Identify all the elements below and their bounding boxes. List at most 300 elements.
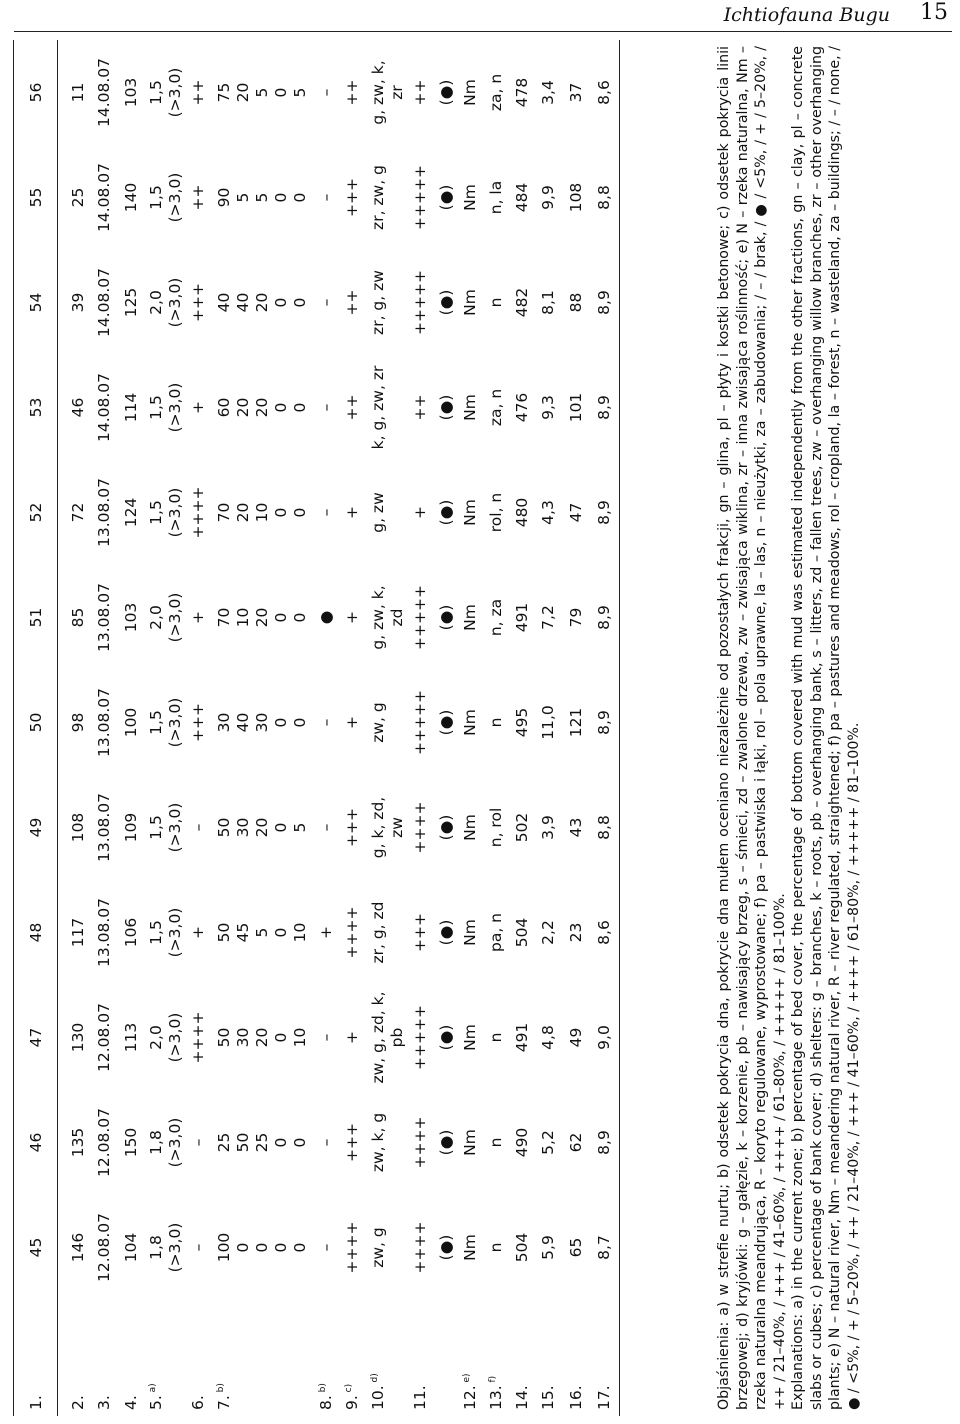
table-cell: [189, 985, 213, 1090]
cell-line: Nm: [461, 289, 479, 316]
table-cell: [595, 355, 619, 460]
cell-line: 3,4: [539, 80, 557, 105]
cell-line: ++++: [411, 1221, 429, 1274]
table-cell: [317, 145, 341, 250]
cell-line: 25: [215, 1132, 233, 1153]
table-cell: [487, 1195, 511, 1300]
table-cell: [437, 1090, 461, 1195]
cell-line: 10: [291, 922, 309, 943]
table-cell: [215, 1090, 315, 1195]
cell-line: 2,2: [539, 920, 557, 945]
cell-line: 482: [513, 287, 531, 318]
cell-line: g, zw, k,: [369, 585, 387, 650]
cell-line: 108: [567, 182, 585, 213]
row-number: 5.: [147, 1395, 165, 1410]
table-cell: [95, 880, 119, 985]
cell-line: n: [487, 1137, 505, 1148]
cell-line: 8,1: [539, 290, 557, 315]
cell-line: 125: [122, 287, 140, 318]
row-label: [567, 1300, 591, 1416]
cell-line: 10: [291, 1027, 309, 1048]
row-number: 8.: [317, 1395, 335, 1410]
table-cell: [343, 460, 367, 565]
cell-line: Nm: [461, 1129, 479, 1156]
cell-line: 8,7: [595, 1235, 613, 1260]
cell-line: 0: [234, 1242, 252, 1253]
table-cell: [487, 250, 511, 355]
cell-line: 85: [69, 607, 87, 628]
cell-line: ++: [343, 394, 361, 421]
table-cell: [369, 460, 409, 565]
row-footnote-mark: e): [461, 1373, 472, 1386]
table-cell: [567, 40, 591, 145]
table-cell: [411, 355, 435, 460]
cell-line: +: [411, 506, 429, 519]
cell-line: 117: [69, 917, 87, 948]
table-rule: [13, 40, 14, 1416]
table-cell: [122, 250, 146, 355]
table-cell: [513, 880, 537, 985]
cell-line: 8,9: [595, 605, 613, 630]
row-number: 11.: [411, 1385, 429, 1410]
table-row: [487, 40, 511, 1416]
table-cell: [189, 880, 213, 985]
row-number: 4.: [122, 1395, 140, 1410]
row-number: 10.: [369, 1385, 387, 1410]
table-row: [69, 40, 93, 1416]
cell-line: 5: [253, 192, 271, 203]
cell-line: +: [343, 716, 361, 729]
cell-line: zw, g, zd, k,: [369, 991, 387, 1084]
table-cell: [513, 775, 537, 880]
table-cell: [461, 460, 485, 565]
cell-line: 5: [291, 87, 309, 98]
cell-line: ++++: [343, 906, 361, 959]
cell-line: 46: [69, 397, 87, 418]
table-cell: [487, 670, 511, 775]
row-label: [411, 1300, 435, 1416]
table-cell: [487, 40, 511, 145]
table-cell: [369, 40, 409, 145]
table-cell: [189, 145, 213, 250]
cell-line: 0: [272, 822, 290, 833]
table-cell: [513, 40, 537, 145]
cell-line: zw, g: [369, 702, 387, 743]
cell-line: 12.08.07: [95, 1107, 113, 1178]
table-cell: [369, 880, 409, 985]
cell-line: 20: [234, 82, 252, 103]
cell-line: +: [189, 401, 207, 414]
cell-line: 50: [234, 1132, 252, 1153]
cell-line: (●): [437, 814, 455, 841]
cell-line: 150: [122, 1127, 140, 1158]
table-cell: [122, 1195, 146, 1300]
table-cell: [122, 355, 146, 460]
table-cell: [567, 1195, 591, 1300]
table-cell: [539, 355, 563, 460]
table-row: [513, 40, 537, 1416]
row-number: 9.: [343, 1395, 361, 1410]
cell-line: 65: [567, 1237, 585, 1258]
cell-line: (●): [437, 1234, 455, 1261]
cell-line: 30: [253, 712, 271, 733]
table-cell: [317, 355, 341, 460]
cell-line: (>3,0): [166, 697, 184, 748]
table-cell: [95, 1195, 119, 1300]
table-cell: [317, 460, 341, 565]
cell-line: 72: [69, 502, 87, 523]
table-cell: [595, 670, 619, 775]
row-label: [369, 1300, 409, 1416]
cell-line: zw: [388, 817, 406, 838]
row-label: [487, 1300, 511, 1416]
table-cell: [567, 250, 591, 355]
cell-line: 0: [272, 87, 290, 98]
header-site-8: 52: [27, 502, 45, 523]
table-cell: [595, 250, 619, 355]
table-cell: [487, 775, 511, 880]
row-label: [343, 1300, 367, 1416]
cell-line: n: [487, 1032, 505, 1043]
cell-line: 8,8: [595, 185, 613, 210]
cell-line: (>3,0): [166, 1012, 184, 1063]
table-cell: [343, 40, 367, 145]
cell-line: 0: [272, 1137, 290, 1148]
cell-line: –: [317, 88, 335, 97]
cell-line: 100: [215, 1232, 233, 1263]
cell-line: 0: [272, 612, 290, 623]
cell-line: zr, g, zw: [369, 270, 387, 335]
header-site-9: 53: [27, 397, 45, 418]
cell-line: 0: [272, 717, 290, 728]
cell-line: 2,0: [147, 1025, 165, 1050]
cell-line: 0: [272, 192, 290, 203]
table-cell: [487, 985, 511, 1090]
table-cell: [487, 1090, 511, 1195]
cell-line: k, g, zw, zr: [369, 365, 387, 450]
cell-line: –: [317, 1243, 335, 1252]
cell-line: ++++: [189, 486, 207, 539]
cell-line: +++++: [411, 585, 429, 650]
header-site-10: 54: [27, 292, 45, 313]
table-cell: [69, 460, 93, 565]
table-cell: [595, 775, 619, 880]
cell-line: 140: [122, 182, 140, 213]
header-rule: [14, 31, 952, 32]
cell-line: 50: [215, 817, 233, 838]
cell-line: pb: [388, 1027, 406, 1048]
cell-line: 9,0: [595, 1025, 613, 1050]
table-cell: [539, 1090, 563, 1195]
cell-line: 50: [215, 1027, 233, 1048]
table-cell: [317, 985, 341, 1090]
cell-line: 8,8: [595, 815, 613, 840]
cell-line: 90: [215, 187, 233, 208]
cell-line: 1,8: [147, 1235, 165, 1260]
cell-line: 25: [69, 187, 87, 208]
cell-line: 5: [253, 87, 271, 98]
table-cell: [369, 565, 409, 670]
header-site-2: 46: [27, 1132, 45, 1153]
cell-line: 0: [253, 1242, 271, 1253]
header-site-4: 48: [27, 922, 45, 943]
cell-line: (>3,0): [166, 1117, 184, 1168]
table-rule: [57, 40, 58, 1416]
cell-line: –: [189, 823, 207, 832]
table-row: [437, 40, 461, 1416]
cell-line: 13.08.07: [95, 897, 113, 968]
cell-line: –: [317, 1138, 335, 1147]
table-cell: [539, 775, 563, 880]
cell-line: 8,9: [595, 500, 613, 525]
cell-line: Nm: [461, 919, 479, 946]
cell-line: 40: [234, 292, 252, 313]
cell-line: rol, n: [487, 492, 505, 533]
cell-line: 504: [513, 1232, 531, 1263]
table-cell: [147, 670, 187, 775]
cell-line: n: [487, 717, 505, 728]
table-cell: [513, 565, 537, 670]
row-label: [437, 1300, 461, 1416]
cell-line: 39: [69, 292, 87, 313]
table-cell: [189, 565, 213, 670]
cell-line: 4,3: [539, 500, 557, 525]
cell-line: 1,5: [147, 395, 165, 420]
cell-line: 1,5: [147, 185, 165, 210]
cell-line: 5: [253, 927, 271, 938]
cell-line: g, k, zd,: [369, 796, 387, 859]
table-row: [461, 40, 485, 1416]
cell-line: 62: [567, 1132, 585, 1153]
table-cell: [147, 40, 187, 145]
table-row: [595, 40, 619, 1416]
table-cell: [95, 250, 119, 355]
notes-polish: Objaśnienia: a) w strefie nurtu; b) odsetek pokrycia dna, pokrycie dna mułem oceniano niezależnie od pozostałych frakcji, gn – glina, pl – płyty i kostki betonowe; c) odsetek pokrycia linii brzegowej; d) kryjówki: g – gałęzie, k – korzenie, pb – nawisający brzeg, s – śmieci, zd – zwalone drzewa, zw – zwisająca wiklina, zr – inna zwisająca roślinność; e) N – rzeka naturalna, Nm – rzeka naturalna meandrująca, R – koryto regulowane, wyprostowane; f) pa – pastwiska i łąki, rol – pola uprawne, la – las, n – nieużytki, za – zabudowania; / – / brak, / ● / <5%, / + / 5–20%, / ++ / 21–40%, / +++ / 41–60%, / ++++ / 61–80%, / +++++ / 81–100%.: [716, 46, 788, 1410]
cell-line: +++++: [411, 270, 429, 335]
table-cell: [513, 1195, 537, 1300]
table-cell: [539, 145, 563, 250]
cell-line: 106: [122, 917, 140, 948]
cell-line: (●): [437, 919, 455, 946]
cell-line: –: [317, 718, 335, 727]
table-cell: [95, 460, 119, 565]
table-cell: [317, 250, 341, 355]
cell-line: 0: [272, 927, 290, 938]
cell-line: –: [317, 403, 335, 412]
cell-line: 100: [122, 707, 140, 738]
cell-line: zr, g, zd: [369, 901, 387, 964]
table-cell: [215, 880, 315, 985]
table-cell: [147, 1195, 187, 1300]
cell-line: zd: [388, 608, 406, 627]
table-cell: [369, 145, 409, 250]
cell-line: –: [317, 508, 335, 517]
cell-line: 88: [567, 292, 585, 313]
cell-line: 12.08.07: [95, 1212, 113, 1283]
cell-line: 20: [234, 397, 252, 418]
table-cell: [513, 250, 537, 355]
cell-line: (●): [437, 79, 455, 106]
cell-line: 45: [234, 922, 252, 943]
row-footnote-mark: b): [215, 1383, 226, 1396]
table-row: [95, 40, 119, 1416]
table-cell: [189, 1090, 213, 1195]
cell-line: ++++: [189, 1011, 207, 1064]
table-cell: [487, 355, 511, 460]
cell-line: 2,0: [147, 290, 165, 315]
cell-line: Nm: [461, 1234, 479, 1261]
table-cell: [343, 985, 367, 1090]
cell-line: 8,9: [595, 290, 613, 315]
cell-line: Nm: [461, 709, 479, 736]
table-cell: [369, 670, 409, 775]
table-cell: [513, 145, 537, 250]
cell-line: 4,8: [539, 1025, 557, 1050]
cell-line: 25: [253, 1132, 271, 1153]
table-cell: [595, 1195, 619, 1300]
cell-line: 70: [215, 502, 233, 523]
table-cell: [461, 985, 485, 1090]
row-number: 14.: [513, 1385, 531, 1410]
cell-line: 75: [215, 82, 233, 103]
table-cell: [567, 985, 591, 1090]
cell-line: 3,9: [539, 815, 557, 840]
cell-line: 124: [122, 497, 140, 528]
cell-line: 1,8: [147, 1130, 165, 1155]
notes-english: Explanations: a) in the current zone; b) percentage of bed cover, the percentage of bottom covered with mud was estimated independently from the other fractions, gn – clay, pl – concrete slabs or cubes; c) percentage of bank cover; d) shelters: g – branches, k – roots, pb – overhanging bank, s – litters, zd – fallen trees, zw – overhanging willow branches, zr – other overhanging plants; e) N – natural river, Nm – meandering natural river, R – river regulated, straightened; f) pa – pastures and meadows, rol – cropland, la – forest, n – wasteland, za – buildings; / – / none, / ● / <5%, / + / 5–20%, / ++ / 21–40%, / +++ / 41–60%, / ++++ / 61–80%, / +++++ / 81–100%.: [790, 46, 862, 1410]
cell-line: Nm: [461, 79, 479, 106]
table-cell: [95, 145, 119, 250]
table-cell: [69, 670, 93, 775]
cell-line: za, n: [487, 73, 505, 112]
cell-line: 40: [215, 292, 233, 313]
table-cell: [343, 775, 367, 880]
cell-line: (>3,0): [166, 487, 184, 538]
cell-line: (●): [437, 394, 455, 421]
cell-line: 20: [253, 607, 271, 628]
cell-line: 476: [513, 392, 531, 423]
table-cell: [567, 775, 591, 880]
table-rule: [619, 40, 620, 1416]
cell-line: 101: [567, 392, 585, 423]
table-cell: [69, 40, 93, 145]
cell-line: (●): [437, 1129, 455, 1156]
cell-line: 5,9: [539, 1235, 557, 1260]
cell-line: 491: [513, 1022, 531, 1053]
cell-line: +++++: [411, 690, 429, 755]
table-cell: [437, 250, 461, 355]
table-row: [369, 40, 409, 1416]
table-cell: [411, 565, 435, 670]
table-cell: [539, 565, 563, 670]
cell-line: 0: [291, 192, 309, 203]
table-row: [147, 40, 187, 1416]
table-cell: [461, 1090, 485, 1195]
running-head: [0, 0, 960, 36]
table-cell: [487, 880, 511, 985]
cell-line: 0: [272, 297, 290, 308]
table-cell: [437, 355, 461, 460]
row-number: 17.: [595, 1385, 613, 1410]
table-cell: [343, 670, 367, 775]
cell-line: 113: [122, 1022, 140, 1053]
row-footnote-mark: a): [147, 1383, 158, 1396]
cell-line: 9,9: [539, 185, 557, 210]
cell-line: 10: [234, 607, 252, 628]
table-cell: [95, 1090, 119, 1195]
cell-line: 104: [122, 1232, 140, 1263]
table-cell: [215, 565, 315, 670]
cell-line: (>3,0): [166, 382, 184, 433]
table-cell: [411, 460, 435, 565]
table-cell: [215, 250, 315, 355]
cell-line: (●): [437, 709, 455, 736]
rotated-page-content: [7, 40, 952, 1416]
header-site-6: 50: [27, 712, 45, 733]
table-cell: [69, 250, 93, 355]
cell-line: 0: [272, 402, 290, 413]
table-cell: [595, 985, 619, 1090]
cell-line: 14.08.07: [95, 372, 113, 443]
cell-line: 10: [253, 502, 271, 523]
table-cell: [567, 670, 591, 775]
table-cell: [437, 670, 461, 775]
table-cell: [369, 1090, 409, 1195]
table-cell: [69, 565, 93, 670]
cell-line: 70: [215, 607, 233, 628]
table-cell: [461, 775, 485, 880]
table-cell: [69, 145, 93, 250]
table-cell: [369, 1195, 409, 1300]
cell-line: 114: [122, 392, 140, 423]
table-row: [189, 40, 213, 1416]
cell-line: –: [317, 1033, 335, 1042]
table-cell: [513, 985, 537, 1090]
cell-line: 108: [69, 812, 87, 843]
table-cell: [411, 1195, 435, 1300]
header-site-1: 45: [27, 1237, 45, 1258]
row-number: 16.: [567, 1385, 585, 1410]
cell-line: ++: [343, 289, 361, 316]
table-cell: [69, 985, 93, 1090]
cell-line: +: [189, 926, 207, 939]
cell-line: 0: [291, 612, 309, 623]
cell-line: Nm: [461, 814, 479, 841]
table-cell: [95, 670, 119, 775]
cell-line: g, zw, k,: [369, 60, 387, 125]
table-row: [411, 40, 435, 1416]
cell-line: 20: [253, 292, 271, 313]
table-row: [215, 40, 315, 1416]
cell-line: 121: [567, 707, 585, 738]
cell-line: (●): [437, 499, 455, 526]
cell-line: 14.08.07: [95, 267, 113, 338]
table-cell: [567, 880, 591, 985]
table-cell: [189, 460, 213, 565]
cell-line: 0: [272, 507, 290, 518]
cell-line: 7,2: [539, 605, 557, 630]
table-cell: [95, 565, 119, 670]
cell-line: 5: [234, 192, 252, 203]
cell-line: 480: [513, 497, 531, 528]
cell-line: (>3,0): [166, 802, 184, 853]
cell-line: 50: [215, 922, 233, 943]
cell-line: zr: [388, 85, 406, 100]
cell-line: (>3,0): [166, 1222, 184, 1273]
table-cell: [317, 40, 341, 145]
header-site-12: 56: [27, 82, 45, 103]
table-cell: [343, 355, 367, 460]
